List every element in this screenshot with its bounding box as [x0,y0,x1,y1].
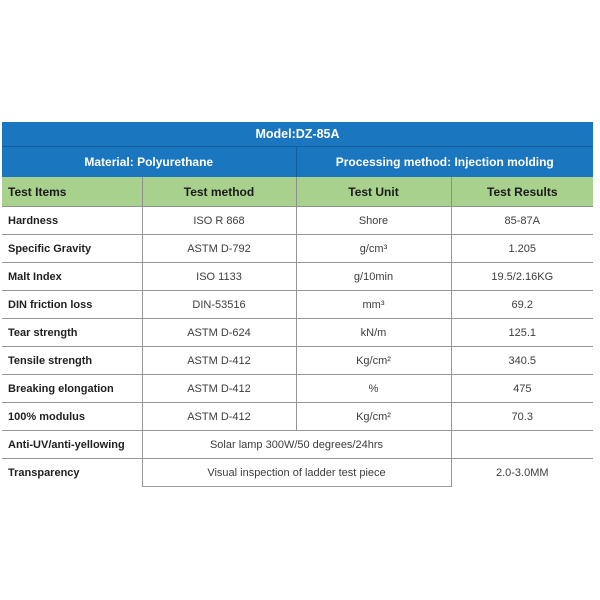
test-item-cell: Breaking elongation [2,375,142,403]
table-row-hardness [2,207,593,235]
test-result-cell: 340.5 [451,347,593,375]
col-header-test-items: Test Items [2,177,142,207]
test-unit-cell: kN/m [296,319,451,347]
col-header-test-results: Test Results [451,177,593,207]
table-row-breaking-elongation [2,375,593,403]
test-unit-cell: Kg/cm² [296,403,451,431]
test-item-cell: Hardness [2,207,142,235]
test-method-cell: ASTM D-624 [142,319,296,347]
table-row-din-friction-loss [2,291,593,319]
test-method-cell: ASTM D-412 [142,375,296,403]
test-method-cell: ISO 1133 [142,263,296,291]
table-row-specific-gravity [2,235,593,263]
test-method-merged-cell: Visual inspection of ladder test piece [142,459,451,487]
table-row-transparency [2,459,593,487]
test-method-cell: ASTM D-792 [142,235,296,263]
spec-table [2,122,593,487]
test-unit-cell: % [296,375,451,403]
column-header-row [2,177,593,207]
test-unit-cell: g/10min [296,263,451,291]
test-method-cell: DIN-53516 [142,291,296,319]
test-result-cell: 1.205 [451,235,593,263]
model-title-row [2,122,593,147]
test-item-cell: Tear strength [2,319,142,347]
material-processing-row [2,147,593,178]
test-item-cell: Anti-UV/anti-yellowing [2,431,142,459]
test-item-cell: Specific Gravity [2,235,142,263]
test-item-cell: Malt Index [2,263,142,291]
test-unit-cell: Kg/cm² [296,347,451,375]
col-header-test-method: Test method [142,177,296,207]
test-item-cell: 100% modulus [2,403,142,431]
test-method-merged-cell: Solar lamp 300W/50 degrees/24hrs [142,431,451,459]
table-row-100-modulus [2,403,593,431]
spec-sheet [2,122,593,487]
test-result-cell: 2.0-3.0MM [451,459,593,487]
test-method-cell: ASTM D-412 [142,403,296,431]
test-result-cell: 69.2 [451,291,593,319]
table-row-anti-uv [2,431,593,459]
test-result-cell [451,431,593,459]
test-item-cell: Tensile strength [2,347,142,375]
test-unit-cell: g/cm³ [296,235,451,263]
table-row-tensile-strength [2,347,593,375]
material-label: Material: Polyurethane [2,147,296,178]
test-method-cell: ASTM D-412 [142,347,296,375]
test-result-cell: 85-87A [451,207,593,235]
test-item-cell: Transparency [2,459,142,487]
test-result-cell: 70.3 [451,403,593,431]
table-row-tear-strength [2,319,593,347]
test-method-cell: ISO R 868 [142,207,296,235]
table-row-malt-index [2,263,593,291]
model-title: Model:DZ-85A [2,122,593,147]
col-header-test-unit: Test Unit [296,177,451,207]
test-result-cell: 19.5/2.16KG [451,263,593,291]
test-unit-cell: Shore [296,207,451,235]
test-item-cell: DIN friction loss [2,291,142,319]
test-unit-cell: mm³ [296,291,451,319]
test-result-cell: 475 [451,375,593,403]
test-result-cell: 125.1 [451,319,593,347]
processing-method-label: Processing method: Injection molding [296,147,593,178]
